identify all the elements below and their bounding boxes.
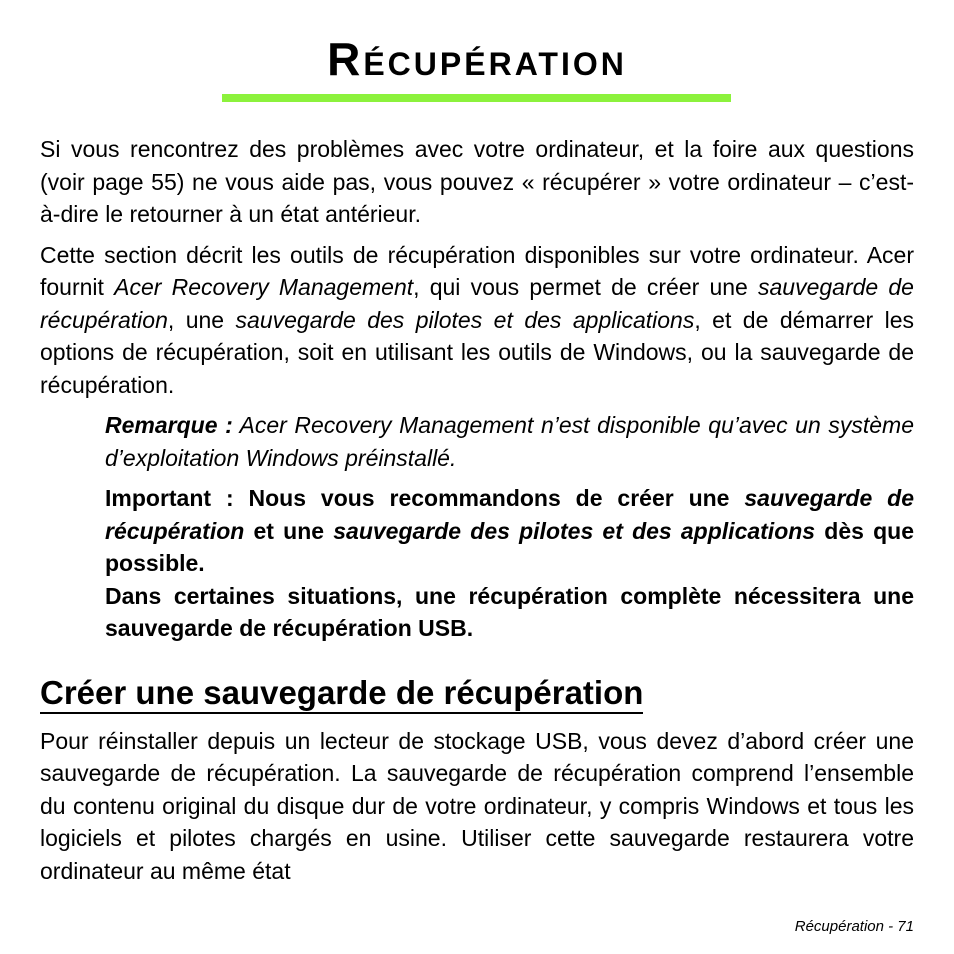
tools-text-1: Cette section décrit les outils de récupération disponibles sur votre ordinateur. Acer fournit xyxy=(40,241,914,300)
page-content xyxy=(40,133,914,895)
important-term-2: sauvegarde des pilotes et des applications xyxy=(333,517,816,544)
section-heading-text: Créer une sauvegarde de récupération xyxy=(40,674,643,714)
remark-note xyxy=(105,409,914,474)
remark-text: Acer Recovery Management n’est disponible qu’avec un système d’exploitation Windows préinstallé. xyxy=(105,412,914,471)
section-paragraph: Pour réinstaller depuis un lecteur de stockage USB, vous devez d’abord créer une sauvegarde de récupération. La sauvegarde de récupération comprend l’ensemble du contenu original du disque dur de votre ordinateur, y compris Windows et tous les logiciels et pilotes chargés en usine. Utiliser cette sauvegarde restaurera votre ordinateur au même état xyxy=(40,727,914,884)
important-text-3: dès que possible. xyxy=(105,517,914,576)
intro-paragraph: Si vous rencontrez des problèmes avec votre ordinateur, et la foire aux questions (voir page 55) ne vous aide pas, vous pouvez « récupérer » votre ordinateur – c’est-à-dire le retourner à un état antérieur. xyxy=(40,136,914,227)
remark-label: Remarque : xyxy=(105,412,233,438)
drivers-backup-term: sauvegarde des pilotes et des applications xyxy=(235,306,695,333)
product-name: Acer Recovery Management xyxy=(114,274,414,300)
tools-text-4: , et de démarrer les options de récupération, soit en utilisant les outils de Windows, ou la sauvegarde de récupération. xyxy=(40,306,915,398)
recovery-backup-term: sauvegarde de récupération xyxy=(40,274,914,333)
section-heading xyxy=(40,673,914,713)
tools-text-2: , qui vous permet de créer une xyxy=(413,274,759,300)
title-underline xyxy=(222,94,731,102)
note-block xyxy=(105,409,914,645)
tools-text-3: , une xyxy=(167,306,236,333)
important-text-1: Important : Nous vous recommandons de créer une xyxy=(105,485,745,511)
important-term-1: sauvegarde de récupération xyxy=(105,485,914,544)
important-note xyxy=(105,482,914,580)
important-text-2: et une xyxy=(244,517,334,544)
page-title: Récupération xyxy=(327,33,627,85)
page-footer: Récupération - 71 xyxy=(794,918,914,935)
important-usb-note: Dans certaines situations, une récupération complète nécessitera une sauvegarde de récupération USB. xyxy=(105,582,914,641)
tools-paragraph xyxy=(40,239,914,402)
